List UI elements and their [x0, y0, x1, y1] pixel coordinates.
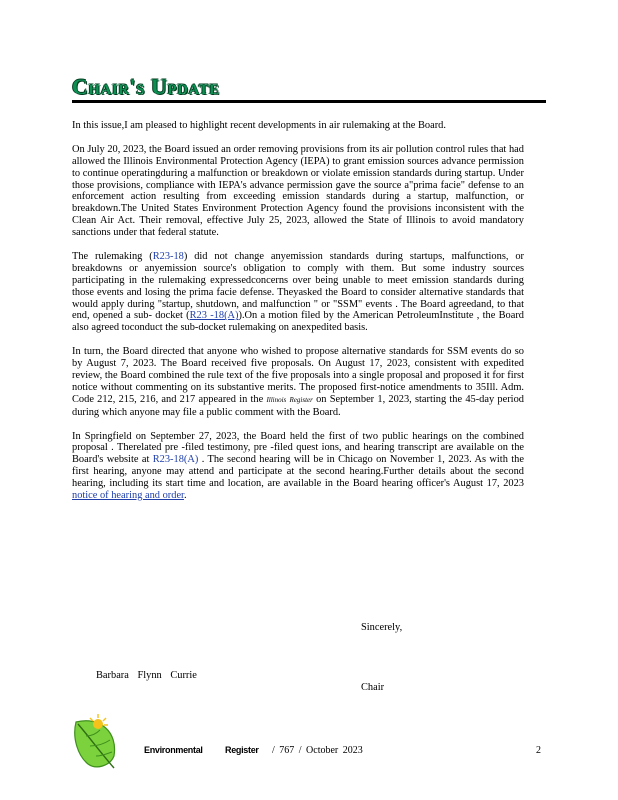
- text-segment: In Springfield on September 27, 2023, the Board held the first of two public hearings on the combined proposal . Therelated pre -filed testimony, pre -filed quest ions, and hearing transcript are available on the Board's website at: [72, 430, 524, 466]
- text-segment: on September 1, 2023, starting the 45-day period during which anyone may file a public comment with the Board.: [72, 393, 524, 418]
- text-segment: ) did not change anyemission standards during startups, malfunctions, or breakdowns or anyemission source's obligation to comply with them. But some industry sources participating in the rulemaking expressedconcerns over being unable to meet emission standards during those events and losing the prima facie defense. Theyasked the Board to consider alternative standards that would apply during "startup, shutdown, and malfunction " or "SSM" events . The Board agreedand, to that end, opened a sub- docket (: [72, 250, 524, 322]
- closing-sincerely: Sincerely,: [361, 622, 403, 633]
- text-segment: .: [183, 490, 187, 502]
- footer-environmental: Environmental: [144, 745, 203, 755]
- notice-of-hearing-link[interactable]: notice of hearing and order: [72, 490, 184, 502]
- signer-role: Chair: [361, 682, 385, 693]
- text-segment: The rulemaking (: [72, 250, 153, 262]
- register-label: Register: [289, 395, 313, 404]
- text-segment: . The second hearing will be in Chicago on November 1, 2023. As with the first hearing, anyone may attend and participate at the second hearing.Further details about the second hearing, including its start time and location, are available in the Board hearing officer's August 17, 2023: [72, 454, 524, 490]
- leaf-logo-icon: [70, 712, 122, 772]
- footer-register: Register: [225, 745, 259, 755]
- paragraph-hearings: [72, 431, 524, 502]
- text-segment: ).On a motion filed by the American PetroleumInstitute , the Board also agreed toconduct the sub-docket rulemaking on anexpedited basis.: [72, 310, 524, 334]
- signer-name: Barbara Flynn Currie: [96, 670, 197, 681]
- article-body: [72, 120, 524, 514]
- paragraph-rulemaking: [72, 251, 524, 334]
- text-segment: In turn, the Board directed that anyone who wished to propose alternative standards for SSM events do so by August 7, 2023. The Board received five proposals. On August 17, 2023, consistent with expedited review, the Board combined the rule text of the five proposals into a single proposal and proposed it for first notice without commenting on its substantive merits. The proposed first-notice amendments to 35Ill. Adm. Code 212, 215, 216, and 217 appeared in the: [72, 346, 524, 405]
- page-number: 2: [536, 745, 541, 756]
- docket-link-r23-18[interactable]: R23-18: [152, 250, 184, 262]
- footer-issue: / 767 / October 2023: [272, 745, 363, 756]
- paragraph-order: On July 20, 2023, the Board issued an order removing provisions from its air pollution control rules that had allowed the Illinois Environmental Protection Agency (IEPA) to grant emission sources advance permission to continue operatingduring a malfunction or breakdown or violate emission standards during startup. Under those provisions, compliance with IEPA's advance permission gave the source a"prima facie" defense to an enforcement action resulting from exceeding emission standards during a startup, malfunction, or breakdown.The United States Environment Protection Agency found the provisions inconsistent with the Clean Air Act. Their removal, effective July 25, 2023, allowed the State of Illinois to avoid mandatory sanctions under that federal statute.: [72, 143, 524, 239]
- paragraph-intro: In this issue,I am pleased to highlight recent developments in air rulemaking at the Board.: [72, 120, 446, 131]
- illinois-label: Illinois: [266, 395, 287, 404]
- paragraph-proposals: [72, 346, 524, 418]
- docket-link-r23-18a[interactable]: R23 -18(A): [189, 310, 239, 322]
- title-divider: [72, 100, 546, 103]
- page-title: Chair's Update: [72, 74, 220, 99]
- docket-link-r23-18a-website[interactable]: R23-18(A): [152, 454, 199, 466]
